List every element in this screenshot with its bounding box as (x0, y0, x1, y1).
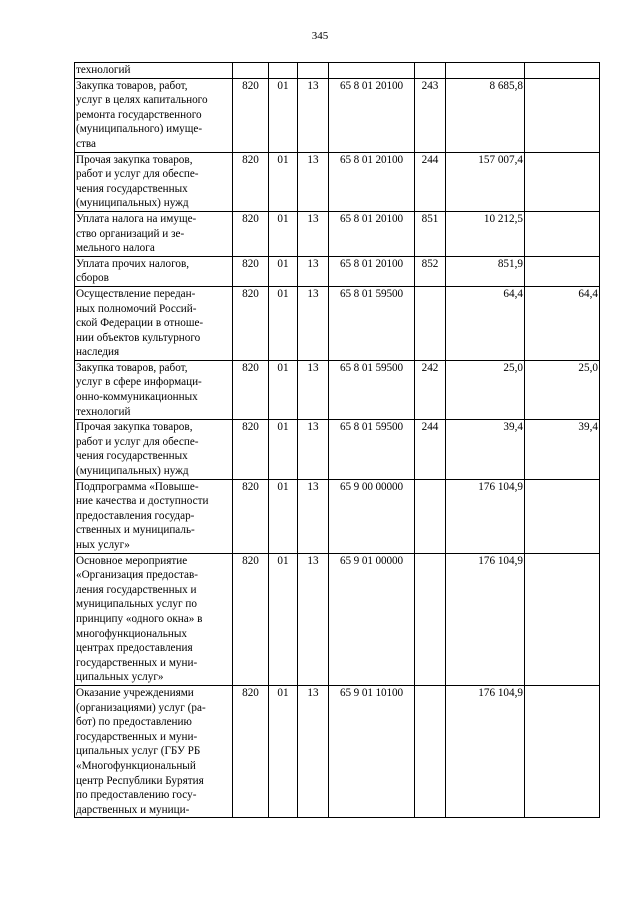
item-name-line: ципальных услуг (ГБУ РБ (76, 745, 201, 758)
item-name-cell (75, 360, 233, 419)
item-name-line: услуг в целях капитального (76, 94, 208, 107)
target-article-cell: 65 8 01 20100 (329, 78, 415, 152)
expense-type-cell (415, 553, 446, 685)
amount-cell: 176 104,9 (446, 685, 525, 817)
budget-code-cell: 820 (233, 685, 269, 817)
section-cell: 01 (269, 479, 298, 553)
item-name-line: ципальных услуг» (76, 671, 164, 684)
item-name-cell (75, 63, 233, 79)
expense-type-cell: 242 (415, 360, 446, 419)
item-name-line: услуг в сфере информаци- (76, 376, 202, 389)
item-name-line: Прочая закупка товаров, (76, 153, 193, 166)
federal-amount-cell (525, 256, 600, 286)
federal-amount-cell (525, 479, 600, 553)
item-name-cell (75, 152, 233, 211)
item-name-cell (75, 420, 233, 479)
target-article-cell: 65 9 01 00000 (329, 553, 415, 685)
table-row (75, 553, 600, 685)
subsection-cell: 13 (298, 479, 329, 553)
item-name-line: работ и услуг для обеспе- (76, 168, 199, 181)
item-name-line: технологий (76, 64, 131, 76)
federal-amount-cell (525, 211, 600, 256)
item-name-line: ремонта государственного (76, 108, 202, 121)
item-name-line: государственных и муни- (76, 656, 198, 669)
item-name-line: Закупка товаров, работ, (76, 79, 188, 92)
section-cell (269, 63, 298, 79)
item-name-line: дарственных и муници- (76, 803, 190, 816)
amount-cell: 39,4 (446, 420, 525, 479)
item-name-line: ления государственных и (76, 583, 197, 596)
table-row (75, 685, 600, 817)
section-cell: 01 (269, 152, 298, 211)
expense-type-cell (415, 685, 446, 817)
expense-type-cell: 243 (415, 78, 446, 152)
item-name-line: нии объектов культурного (76, 331, 201, 344)
amount-cell: 157 007,4 (446, 152, 525, 211)
item-name-line: «Многофункциональный (76, 759, 196, 772)
item-name-line: многофункциональных (76, 627, 187, 640)
item-name-line: онно-коммуникационных (76, 391, 198, 404)
item-name-line: центр Республики Бурятия (76, 774, 204, 787)
item-name-line: ных услуг» (76, 539, 130, 551)
item-name-line: (муниципальных) нужд (76, 465, 189, 478)
budget-table (74, 62, 600, 818)
section-cell: 01 (269, 420, 298, 479)
target-article-cell (329, 63, 415, 79)
item-name-line: ние качества и доступности (76, 495, 209, 508)
budget-code-cell: 820 (233, 479, 269, 553)
item-name-line: сборов (76, 272, 109, 285)
item-name-line: ской Федерации в отноше- (76, 317, 204, 330)
federal-amount-cell (525, 152, 600, 211)
federal-amount-cell (525, 553, 600, 685)
budget-code-cell: 820 (233, 78, 269, 152)
target-article-cell: 65 8 01 59500 (329, 286, 415, 360)
item-name-line: чения государственных (76, 450, 188, 463)
target-article-cell: 65 9 00 00000 (329, 479, 415, 553)
item-name-line: ных полномочий Россий- (76, 302, 197, 315)
item-name-line: работ и услуг для обеспе- (76, 435, 199, 448)
expense-type-cell: 244 (415, 152, 446, 211)
subsection-cell: 13 (298, 553, 329, 685)
section-cell: 01 (269, 211, 298, 256)
amount-cell (446, 63, 525, 79)
budget-table-body (75, 63, 600, 818)
budget-code-cell: 820 (233, 256, 269, 286)
item-name-line: государственных и муни- (76, 730, 198, 743)
table-row (75, 256, 600, 286)
section-cell: 01 (269, 685, 298, 817)
item-name-line: муниципальных услуг по (76, 598, 197, 611)
table-row (75, 360, 600, 419)
target-article-cell: 65 8 01 59500 (329, 420, 415, 479)
subsection-cell: 13 (298, 152, 329, 211)
budget-code-cell: 820 (233, 152, 269, 211)
target-article-cell: 65 8 01 20100 (329, 152, 415, 211)
amount-cell: 10 212,5 (446, 211, 525, 256)
item-name-line: Основное мероприятие (76, 554, 188, 567)
subsection-cell: 13 (298, 256, 329, 286)
item-name-line: наследия (76, 346, 120, 359)
item-name-cell (75, 78, 233, 152)
section-cell: 01 (269, 256, 298, 286)
item-name-line: Осуществление передан- (76, 287, 196, 300)
budget-code-cell: 820 (233, 211, 269, 256)
item-name-line: по предоставлению госу- (76, 789, 197, 802)
item-name-line: принципу «одного окна» в (76, 612, 203, 625)
item-name-cell (75, 211, 233, 256)
item-name-line: чения государственных (76, 182, 188, 195)
subsection-cell (298, 63, 329, 79)
table-row (75, 479, 600, 553)
section-cell: 01 (269, 360, 298, 419)
item-name-line: Прочая закупка товаров, (76, 421, 193, 434)
subsection-cell: 13 (298, 286, 329, 360)
subsection-cell: 13 (298, 420, 329, 479)
item-name-line: (муниципального) имуще- (76, 123, 203, 136)
item-name-line: Оказание учреждениями (76, 686, 194, 699)
expense-type-cell (415, 286, 446, 360)
item-name-line: Уплата налога на имуще- (76, 212, 197, 225)
expense-type-cell (415, 63, 446, 79)
section-cell: 01 (269, 553, 298, 685)
federal-amount-cell: 64,4 (525, 286, 600, 360)
amount-cell: 25,0 (446, 360, 525, 419)
item-name-cell (75, 479, 233, 553)
target-article-cell: 65 9 01 10100 (329, 685, 415, 817)
item-name-cell (75, 286, 233, 360)
item-name-line: «Организация предостав- (76, 569, 199, 582)
amount-cell: 8 685,8 (446, 78, 525, 152)
item-name-line: (муниципальных) нужд (76, 197, 189, 210)
budget-code-cell: 820 (233, 553, 269, 685)
table-row (75, 286, 600, 360)
federal-amount-cell: 25,0 (525, 360, 600, 419)
item-name-cell (75, 685, 233, 817)
page-number: 345 (311, 30, 329, 42)
subsection-cell: 13 (298, 685, 329, 817)
budget-code-cell: 820 (233, 420, 269, 479)
table-row (75, 78, 600, 152)
item-name-line: мельного налога (76, 242, 155, 255)
federal-amount-cell (525, 685, 600, 817)
item-name-line: Подпрограмма «Повыше- (76, 480, 199, 493)
item-name-line: Уплата прочих налогов, (76, 257, 190, 270)
section-cell: 01 (269, 286, 298, 360)
section-cell: 01 (269, 78, 298, 152)
subsection-cell: 13 (298, 360, 329, 419)
amount-cell: 176 104,9 (446, 479, 525, 553)
expense-type-cell: 851 (415, 211, 446, 256)
item-name-line: технологий (76, 405, 131, 418)
item-name-line: (организациями) услуг (ра- (76, 701, 206, 714)
item-name-line: центрах предоставления (76, 642, 193, 655)
budget-code-cell: 820 (233, 286, 269, 360)
federal-amount-cell (525, 78, 600, 152)
item-name-line: Закупка товаров, работ, (76, 361, 188, 374)
table-row (75, 152, 600, 211)
table-row (75, 420, 600, 479)
table-row (75, 211, 600, 256)
amount-cell: 64,4 (446, 286, 525, 360)
table-row (75, 63, 600, 79)
budget-code-cell: 820 (233, 360, 269, 419)
item-name-cell (75, 553, 233, 685)
item-name-line: ство организаций и зе- (76, 227, 185, 240)
expense-type-cell: 244 (415, 420, 446, 479)
target-article-cell: 65 8 01 59500 (329, 360, 415, 419)
item-name-line: предоставления государ- (76, 509, 195, 522)
expense-type-cell: 852 (415, 256, 446, 286)
federal-amount-cell: 39,4 (525, 420, 600, 479)
federal-amount-cell (525, 63, 600, 79)
expense-type-cell (415, 479, 446, 553)
item-name-cell (75, 256, 233, 286)
item-name-line: бот) по предоставлению (76, 716, 192, 729)
item-name-line: ства (76, 137, 96, 150)
budget-code-cell (233, 63, 269, 79)
target-article-cell: 65 8 01 20100 (329, 211, 415, 256)
target-article-cell: 65 8 01 20100 (329, 256, 415, 286)
subsection-cell: 13 (298, 78, 329, 152)
amount-cell: 851,9 (446, 256, 525, 286)
amount-cell: 176 104,9 (446, 553, 525, 685)
subsection-cell: 13 (298, 211, 329, 256)
item-name-line: ственных и муниципаль- (76, 524, 195, 537)
